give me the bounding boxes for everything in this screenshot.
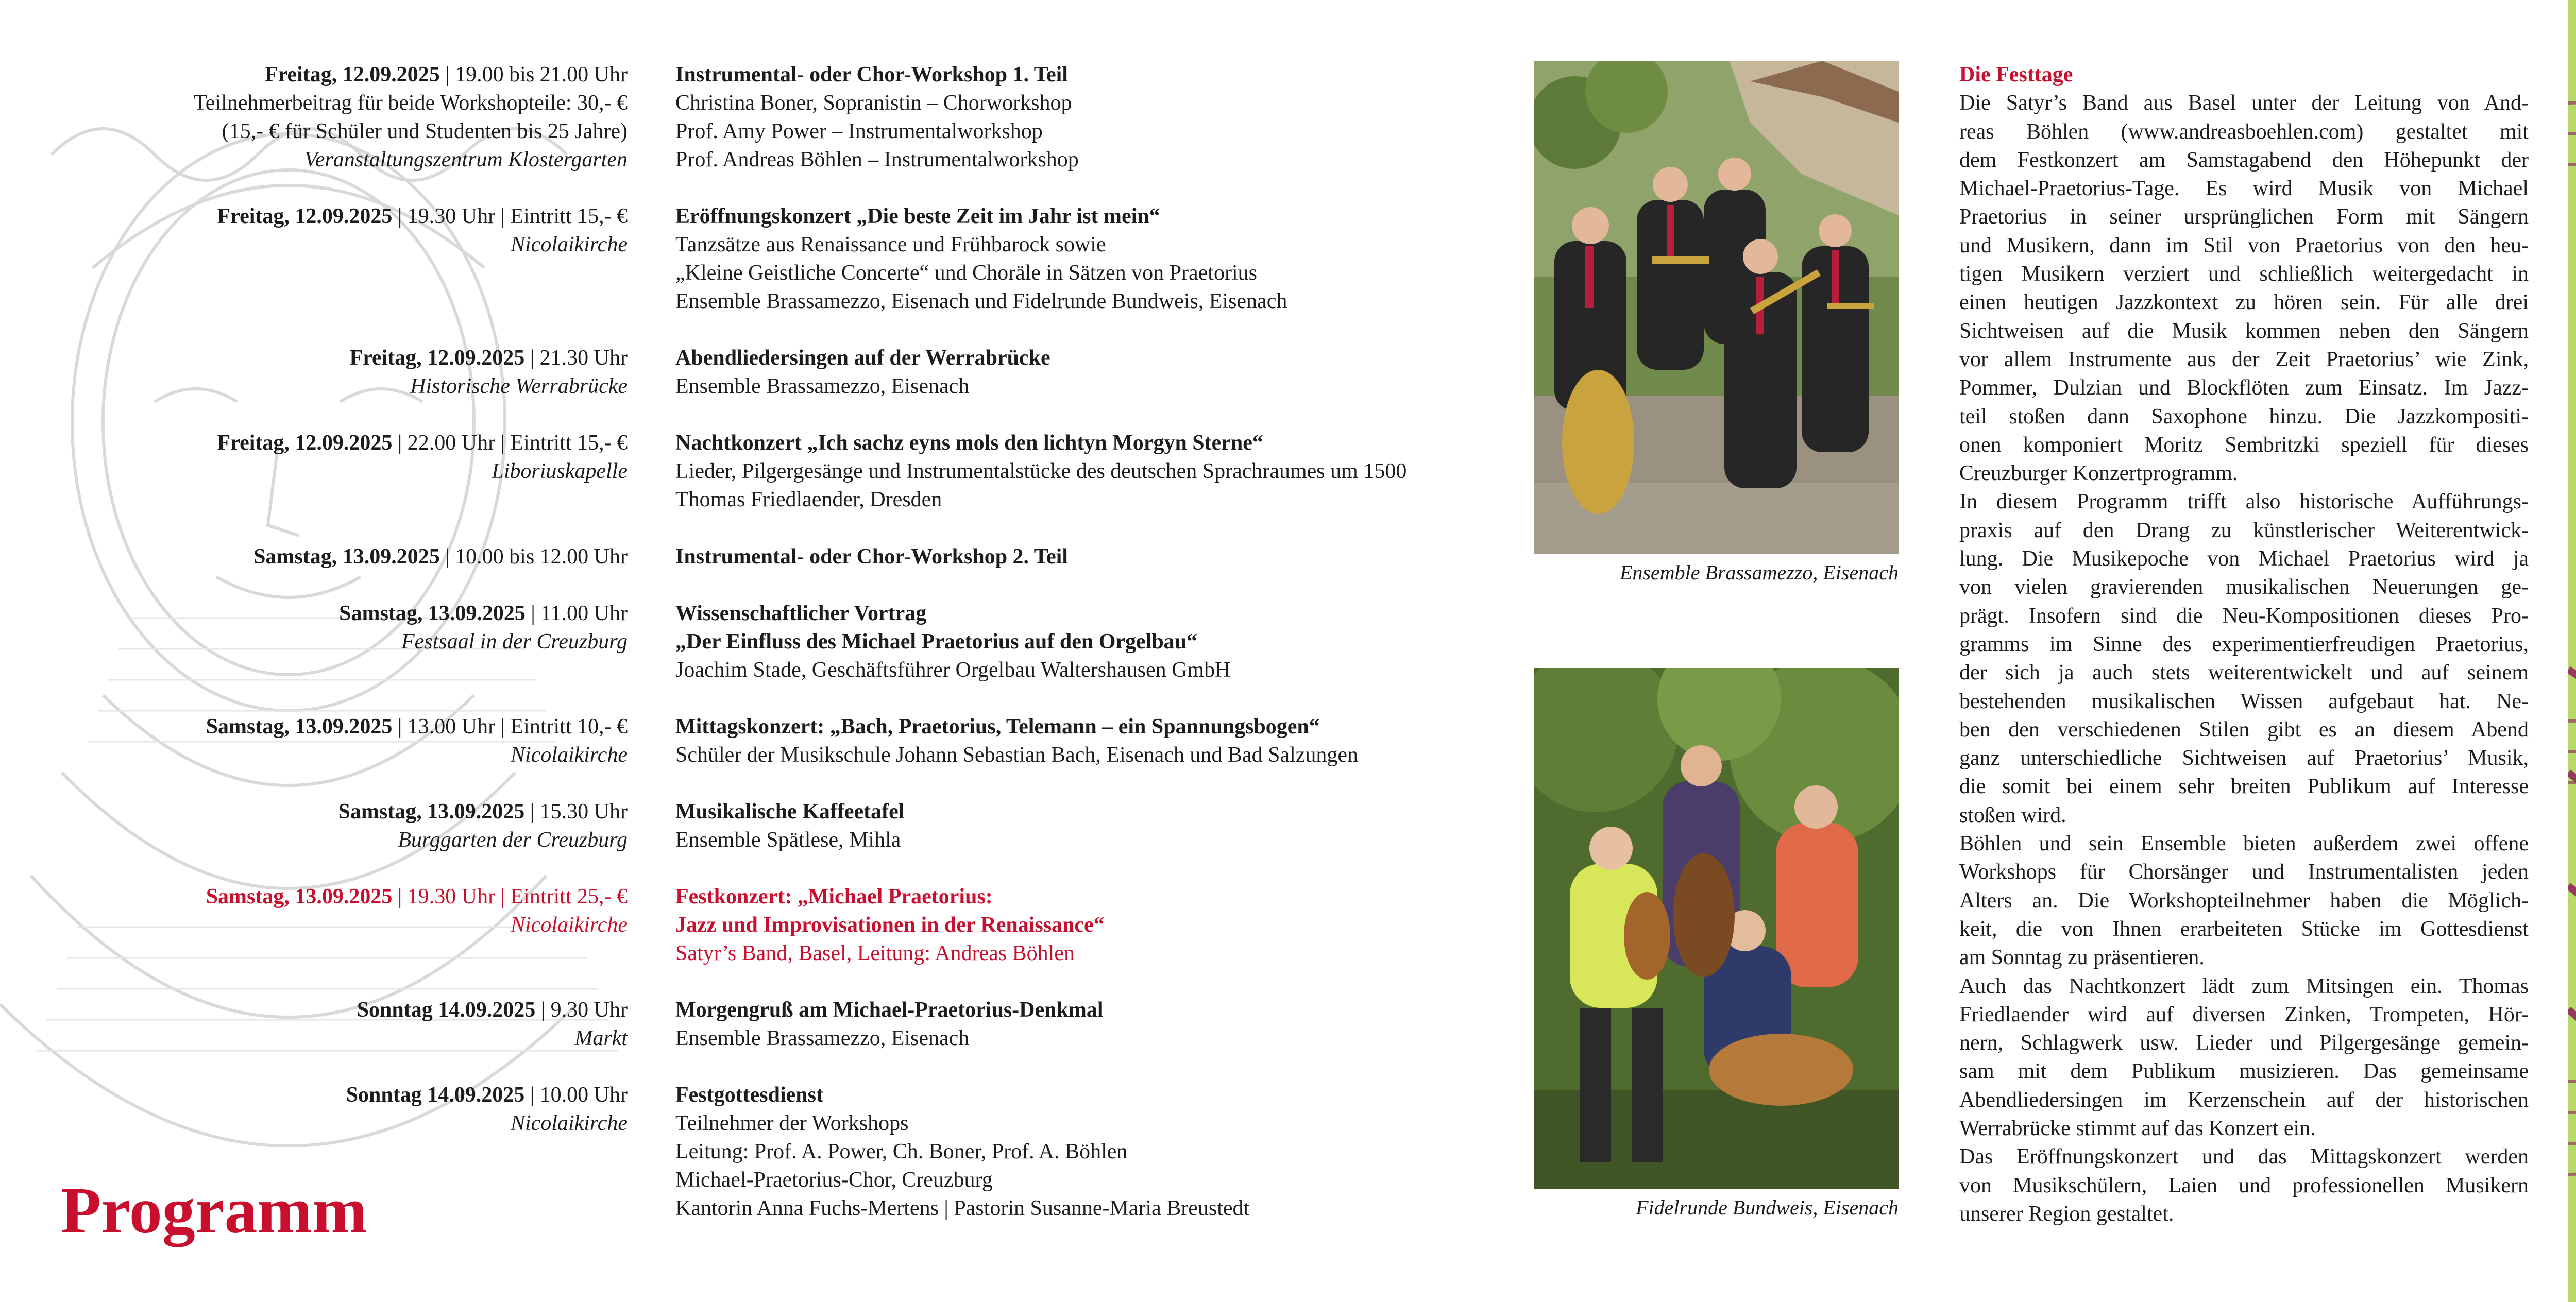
festtage-line: Das Eröffnungskonzert und das Mittagskonzert werden <box>1959 1145 2529 1169</box>
festtage-line: prägt. Insofern sind die Neu-Kompositionen dieses Pro- <box>1959 604 2529 628</box>
festtage-line: Abendliedersingen im Kerzenschein auf der historischen <box>1959 1088 2529 1112</box>
festtage-line: Alters an. Die Workshopteilnehmer haben die Möglich- <box>1959 888 2529 913</box>
festtage-line: bestehenden musikalischen Wissen aufgebaut hat. Ne- <box>1959 689 2529 713</box>
festtage-line: nern, Schlagwerk usw. Lieder und Pilgergesänge gemein- <box>1959 1031 2529 1055</box>
event-block-11: Festgottesdienst Teilnehmer der Workshops Leitung: Prof. A. Power, Ch. Boner, Prof. A. Böhlen Michael-Praetorius-Chor, Creuzburg Kantorin Anna Fuchs-Mertens | Pastorin Susanne-Maria Breustedt <box>675 1083 1250 1220</box>
festtage-line: vor allem Instrumente aus der Zeit Praetorius’ wie Zink, <box>1959 347 2529 371</box>
festtage-body <box>1959 89 2529 1228</box>
festtage-line: Friedlaender wird auf diversen Zinken, Trompeten, Hör- <box>1959 1002 2529 1026</box>
festtage-text <box>1959 61 2529 1228</box>
festtage-line: tigen Musikern verziert und schließlich weitergedacht in <box>1959 262 2529 286</box>
event-block-10: Morgengruß am Michael-Praetorius-Denkmal Ensemble Brassamezzo, Eisenach <box>675 998 1104 1050</box>
photo-brassamezzo <box>1534 61 1899 554</box>
date-block-11: Sonntag 14.09.2025 | 10.00 Uhr Nicolaikirche <box>346 1083 628 1135</box>
festtage-line: ganz unterschiedliche Sichtweisen auf Praetorius’ Musik, <box>1959 746 2529 770</box>
festtage-line: praxis auf den Drang zu künstlerischer Weiterentwick- <box>1959 518 2529 542</box>
festtage-line: gramms im Sinne des experimentierfreudigen Praetorius, <box>1959 632 2529 656</box>
date-block-7: Samstag, 13.09.2025 | 13.00 Uhr | Eintritt 10,- € Nicolaikirche <box>206 715 628 767</box>
festtage-line: Die Satyr’s Band aus Basel unter der Leitung von And- <box>1959 91 2529 115</box>
photos-and-text-panel <box>1528 0 2568 1302</box>
date-block-8: Samstag, 13.09.2025 | 15.30 Uhr Burggarten der Creuzburg <box>338 800 628 852</box>
event-block-6: Wissenschaftlicher Vortrag „Der Einfluss des Michael Praetorius auf den Orgelbau“ Joachim Stade, Geschäftsführer Orgelbau Waltershausen GmbH <box>675 602 1231 682</box>
event-block-8: Musikalische Kaffeetafel Ensemble Spätlese, Mihla <box>675 800 905 852</box>
schedule-events-panel <box>652 0 1528 1302</box>
festtage-line: der sich ja auch stets weiterentwickelt und auf seinem <box>1959 661 2529 685</box>
festtage-line: von Musikschülern, Laien und professionellen Musikern <box>1959 1173 2529 1197</box>
event-block-4: Nachtkonzert „Ich sachz eyns mols den lichtyn Morgyn Sterne“ Lieder, Pilgergesänge und Instrumentalstücke des deutschen Sprachraumes um 1500 Thomas Friedlaender, Dresden <box>675 431 1407 511</box>
date-block-4: Freitag, 12.09.2025 | 22.00 Uhr | Eintritt 15,- € Liboriuskapelle <box>217 431 628 483</box>
festtage-line: Böhlen und sein Ensemble bieten außerdem zwei offene <box>1959 832 2529 856</box>
festtage-line: keit, die von Ihnen erarbeiteten Stücke im Gottesdienst <box>1959 917 2529 941</box>
festtage-line: Creuzburger Konzertprogramm. <box>1959 461 2238 486</box>
event-block-9-highlight: Festkonzert: „Michael Praetorius: Jazz und Improvisationen in der Renaissance“ Satyr’s Band, Basel, Leitung: Andreas Böhlen <box>675 885 1105 965</box>
photo-caption-fidelrunde: Fidelrunde Bundweis, Eisenach <box>1636 1196 1899 1219</box>
date-block-2: Freitag, 12.09.2025 | 19.30 Uhr | Eintritt 15,- € Nicolaikirche <box>217 204 628 256</box>
date-block-10: Sonntag 14.09.2025 | 9.30 Uhr Markt <box>357 998 628 1050</box>
festtage-line: ben den verschiedenen Stilen gibt es an diesem Abend <box>1959 717 2529 742</box>
photo-caption-brassamezzo: Ensemble Brassamezzo, Eisenach <box>1619 561 1899 584</box>
festtage-line: sam mit dem Publikum musizieren. Das gemeinsame <box>1959 1059 2529 1084</box>
cover-panel <box>2568 0 2576 1302</box>
program-title: Programm <box>61 1174 367 1247</box>
engraved-portrait-cover <box>2568 0 2576 1302</box>
event-block-1: Instrumental- oder Chor-Workshop 1. Teil Christina Boner, Sopranistin – Chorworkshop Prof. Amy Power – Instrumentalworkshop Prof. Andreas Böhlen – Instrumentalworkshop <box>675 63 1079 172</box>
event-block-3: Abendliedersingen auf der Werrabrücke Ensemble Brassamezzo, Eisenach <box>675 346 1050 398</box>
date-block-5: Samstag, 13.09.2025 | 10.00 bis 12.00 Uhr <box>253 545 628 569</box>
date-block-3: Freitag, 12.09.2025 | 21.30 Uhr Historische Werrabrücke <box>349 346 628 398</box>
event-block-7: Mittagskonzert: „Bach, Praetorius, Telemann – ein Spannungsbogen“ Schüler der Musikschule Johann Sebastian Bach, Eisenach und Bad Salzungen <box>675 715 1359 767</box>
festtage-line: teil stoßen dann Saxophone hinzu. Die Jazzkompositi- <box>1959 404 2529 429</box>
festtage-line: onen komponiert Moritz Sembritzki speziell für dieses <box>1959 433 2529 457</box>
festtage-line: lung. Die Musikepoche von Michael Praetorius wird ja <box>1959 547 2529 571</box>
festtage-line: unserer Region gestaltet. <box>1959 1202 2174 1226</box>
festtage-line: reas Böhlen (www.andreasboehlen.com) gestaltet mit <box>1959 119 2529 144</box>
festtage-line: die somit bei einem sehr breiten Publikum auf Interesse <box>1959 775 2529 799</box>
festtage-line: einen heutigen Jazzkontext zu hören sein. Für alle drei <box>1959 290 2529 315</box>
festtage-line: In diesem Programm trifft also historische Aufführungs- <box>1959 490 2529 514</box>
festtage-line: Praetorius in seiner ursprünglichen Form mit Sängern <box>1959 205 2529 229</box>
festtage-line: Auch das Nachtkonzert lädt zum Mitsingen ein. Thomas <box>1959 974 2529 998</box>
festtage-line: Sichtweisen auf die Musik kommen neben den Sängern <box>1959 319 2529 343</box>
festtage-line: Werrabrücke stimmt auf das Konzert ein. <box>1959 1116 2316 1140</box>
photo-fidelrunde <box>1534 668 1899 1189</box>
date-block-6: Samstag, 13.09.2025 | 11.00 Uhr Festsaal in der Creuzburg <box>339 602 628 654</box>
festtage-line: stoßen wird. <box>1959 803 2066 827</box>
date-block-9-highlight: Samstag, 13.09.2025 | 19.30 Uhr | Eintritt 25,- € Nicolaikirche <box>206 885 628 937</box>
festtage-heading: Die Festtage <box>1959 63 2073 87</box>
festtage-line: dem Festkonzert am Samstagabend den Höhepunkt der <box>1959 148 2529 172</box>
schedule-dates-panel <box>0 0 652 1302</box>
event-block-5: Instrumental- oder Chor-Workshop 2. Teil <box>675 545 1068 569</box>
event-block-2: Eröffnungskonzert „Die beste Zeit im Jahr ist mein“ Tanzsätze aus Renaissance und Frühbarock sowie „Kleine Geistliche Concerte“ und Choräle in Sätzen von Praetorius Ensemble Brassamezzo, Eisenach und Fidelrunde Bundweis, Eisenach <box>675 204 1287 313</box>
festtage-line: Pommer, Dulzian und Blockflöten zum Einsatz. Im Jazz- <box>1959 376 2529 400</box>
festtage-line: von vielen gravierenden musikalischen Neuerungen ge- <box>1959 575 2529 599</box>
festtage-line: Workshops für Chorsänger und Instrumentalisten jeden <box>1959 860 2529 884</box>
date-block-1: Freitag, 12.09.2025 | 19.00 bis 21.00 Uhr Teilnehmerbeitrag für beide Workshopteile: 30,- € (15,- € für Schüler und Studenten bis 25 Jahre) Veranstaltungszentrum Klostergarten <box>194 63 628 172</box>
festtage-line: und Musikern, dann im Stil von Praetorius von den heu- <box>1959 233 2529 258</box>
festtage-line: Michael-Praetorius-Tage. Es wird Musik von Michael <box>1959 177 2529 201</box>
festtage-line: am Sonntag zu präsentieren. <box>1959 946 2205 970</box>
